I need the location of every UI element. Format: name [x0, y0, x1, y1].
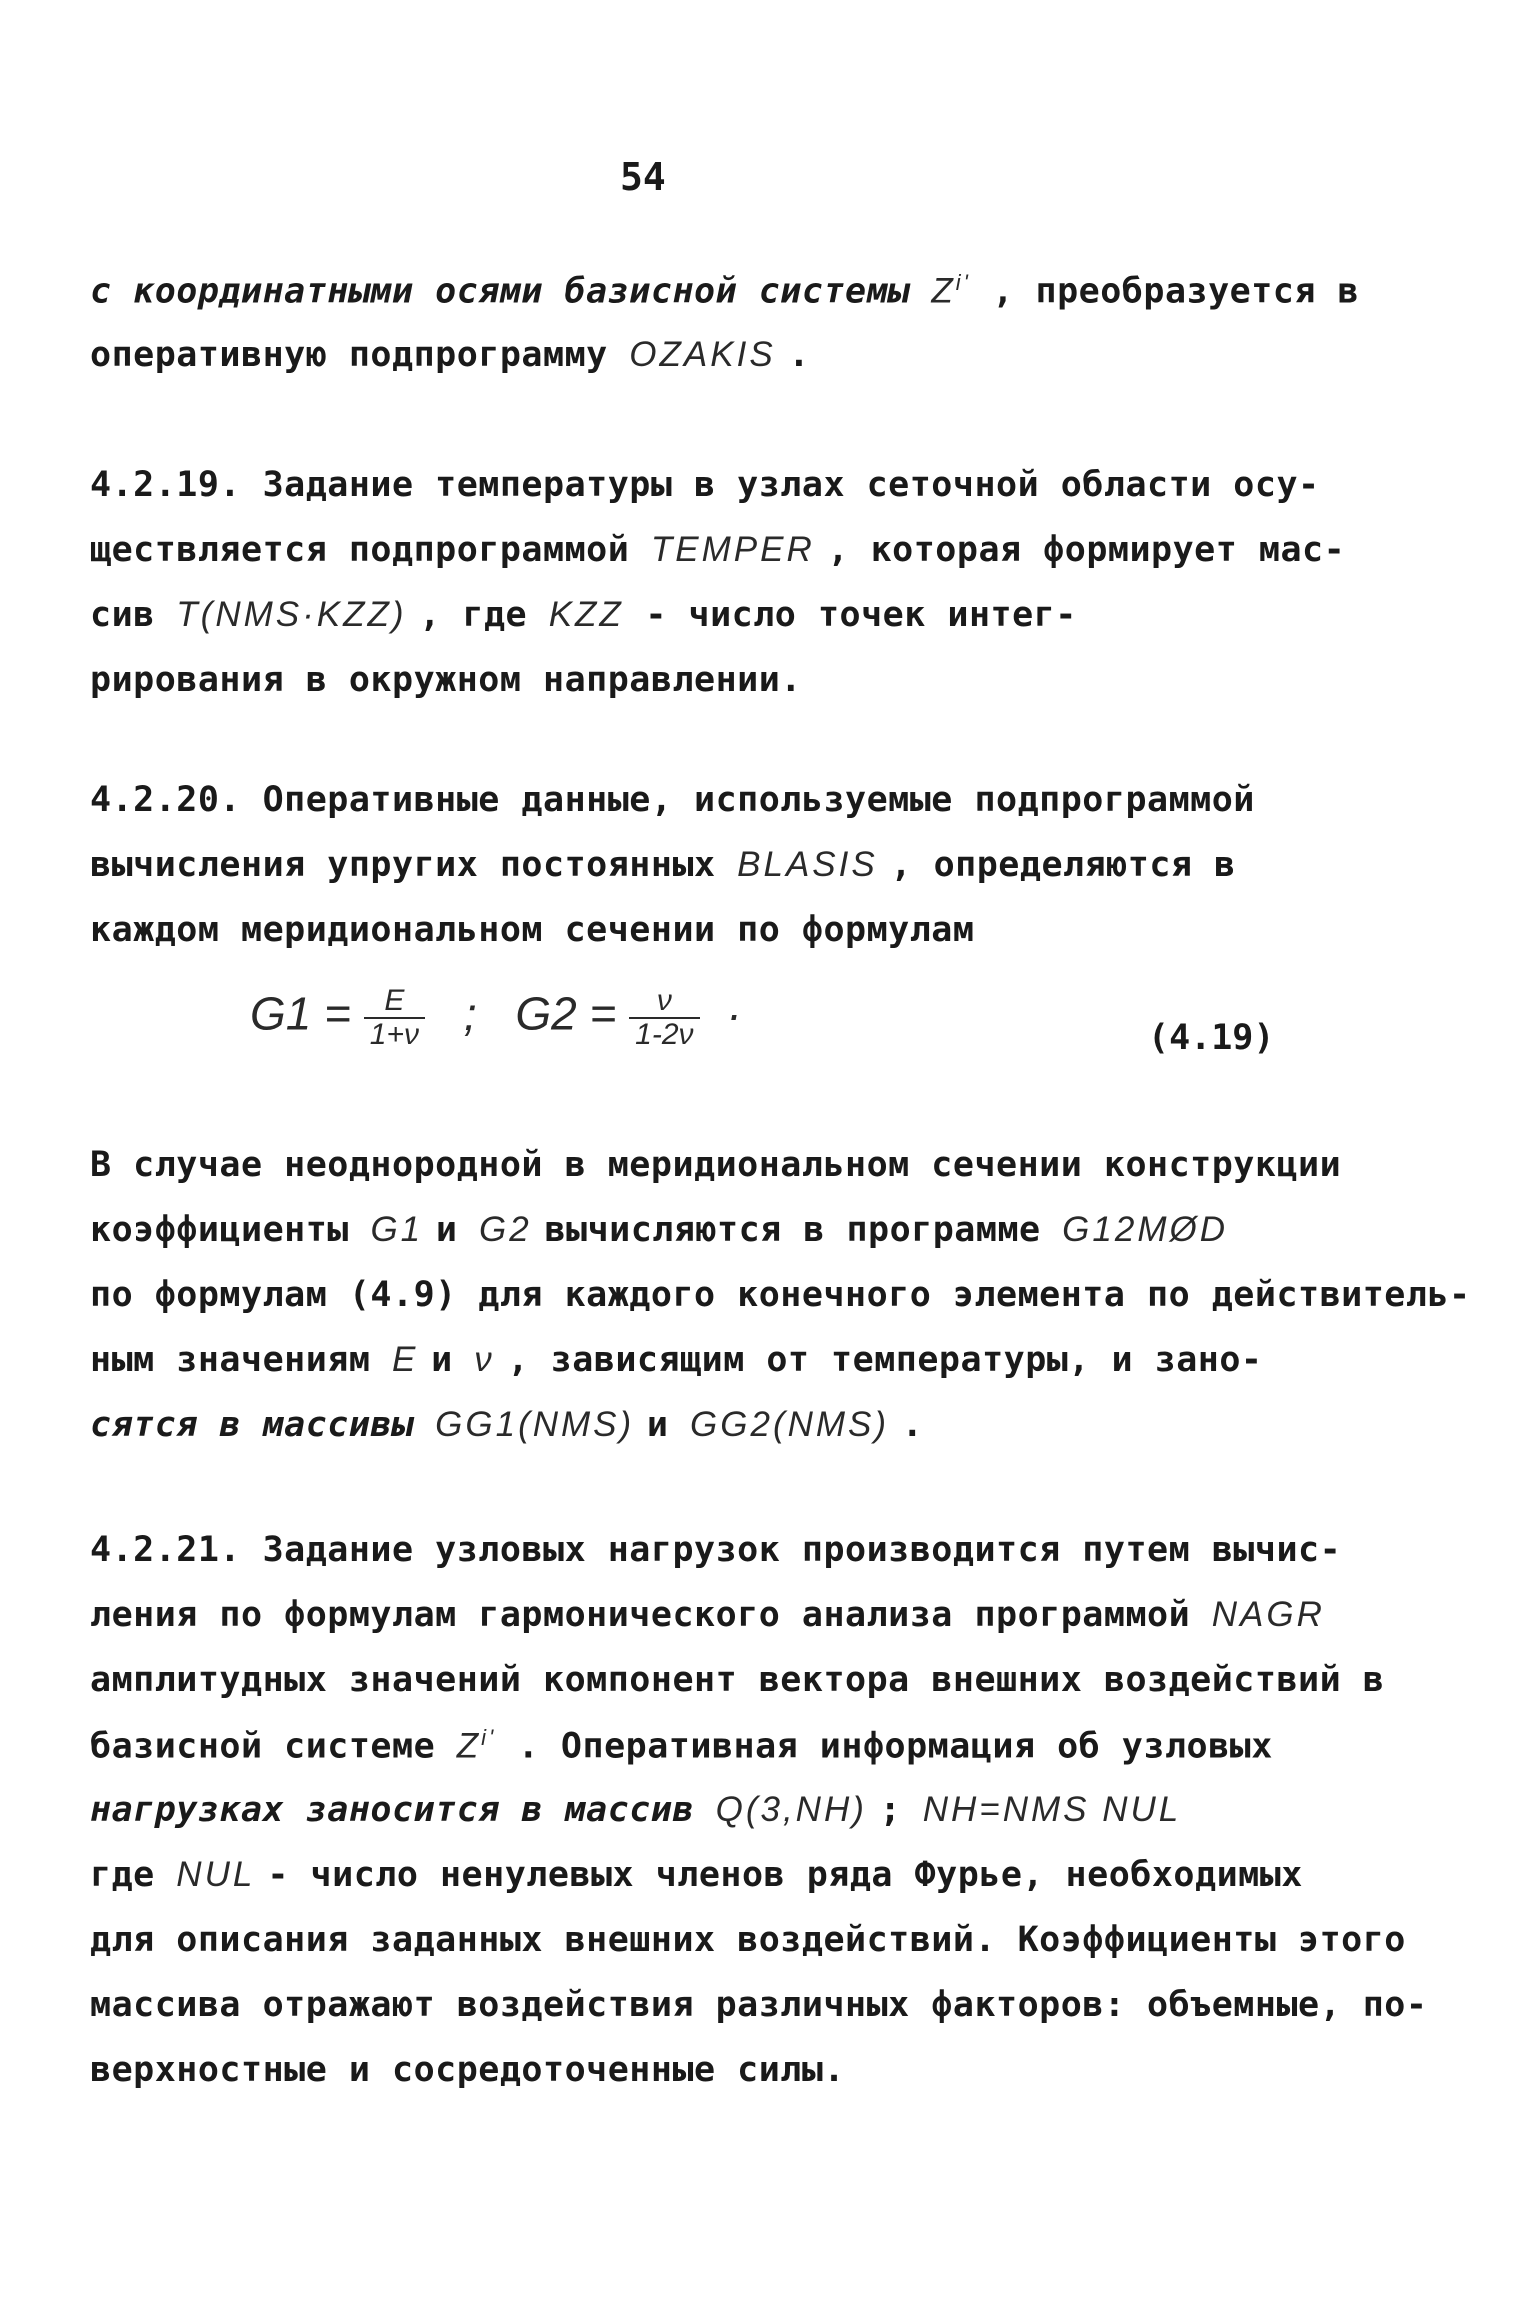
- handwritten-identifier: G2: [479, 1210, 545, 1249]
- formula-separator: ;: [463, 987, 477, 1040]
- text-segment: и: [435, 1210, 480, 1250]
- text-segment: , определяются в: [890, 845, 1236, 885]
- text-line: [90, 1855, 1303, 1895]
- superscript: i': [955, 270, 971, 295]
- handwritten-identifier: T(NMS·KZZ): [176, 595, 420, 634]
- handwritten-identifier: Q(3,NH): [715, 1790, 880, 1829]
- handwritten-identifier: Z: [931, 271, 956, 311]
- text-segment: коэффициенты: [90, 1210, 371, 1250]
- text-segment: по формулам (4.9) для каждого конечного элемента по действитель-: [90, 1275, 1471, 1315]
- handwritten-identifier: GG1(NMS): [435, 1405, 647, 1444]
- handwritten-identifier: ν: [474, 1340, 508, 1379]
- text-segment: - число точек интег-: [623, 595, 1077, 635]
- text-segment: каждом меридиональном сечении по формулам: [90, 910, 975, 950]
- text-line: [90, 530, 1345, 570]
- text-line: [90, 595, 1077, 635]
- text-line: [90, 780, 1255, 820]
- text-line: [90, 1595, 1325, 1635]
- text-segment: ления по формулам гармонического анализа программой: [90, 1595, 1212, 1635]
- equation-number: (4.19): [1148, 1018, 1275, 1058]
- text-segment: сив: [90, 595, 177, 635]
- text-line: [90, 1145, 1341, 1185]
- text-line: [90, 1725, 1273, 1767]
- text-segment: ным значениям: [90, 1340, 393, 1380]
- page-number: 54: [620, 155, 666, 199]
- formula-g2-lhs: G2 =: [515, 987, 617, 1040]
- text-segment: сятся в массивы: [90, 1405, 436, 1445]
- handwritten-identifier: G12MØD: [1062, 1210, 1228, 1249]
- formula-tail: ·: [726, 987, 742, 1040]
- text-segment: базисной системе: [90, 1726, 457, 1767]
- text-segment: амплитудных значений компонент вектора внешних воздействий в: [90, 1660, 1385, 1700]
- text-line: [90, 1920, 1406, 1960]
- handwritten-identifier: Z: [456, 1726, 482, 1766]
- text-segment: вычисляются в программе: [544, 1210, 1063, 1250]
- text-segment: нагрузках заносится в массив: [90, 1790, 716, 1830]
- text-line: [90, 465, 1320, 505]
- text-line: [90, 845, 1236, 885]
- text-segment: 4.2.20. Оперативные данные, используемые подпрограммой: [90, 780, 1255, 820]
- handwritten-identifier: NAGR: [1211, 1595, 1325, 1634]
- text-segment: вычисления упругих постоянных: [90, 845, 738, 885]
- text-segment: и: [646, 1405, 691, 1445]
- text-segment: , которая формирует мас-: [827, 530, 1346, 570]
- handwritten-identifier: GG2(NMS): [690, 1405, 902, 1444]
- text-line: [90, 335, 810, 375]
- text-segment: и: [431, 1340, 475, 1380]
- handwritten-identifier: G1: [370, 1210, 436, 1249]
- text-line: [90, 1790, 1181, 1830]
- text-line: [90, 1985, 1427, 2025]
- text-segment: .: [901, 1405, 924, 1445]
- text-segment: .: [788, 335, 810, 375]
- formula-g2-fraction: [629, 985, 699, 1050]
- handwritten-identifier: E: [392, 1340, 432, 1379]
- text-line: [90, 1210, 1228, 1250]
- text-line: [90, 1530, 1341, 1570]
- formula-g2-numerator: ν: [629, 985, 699, 1019]
- text-line: [90, 270, 1359, 312]
- formula-g1-lhs: G1 =: [250, 987, 352, 1040]
- text-segment: В случае неоднородной в меридиональном сечении конструкции: [90, 1145, 1342, 1185]
- text-segment: ;: [879, 1790, 923, 1830]
- formula-4-19: [250, 985, 742, 1050]
- text-segment: с координатными осями базисной системы: [90, 271, 932, 312]
- handwritten-identifier: NH=NMS NUL: [922, 1790, 1182, 1829]
- text-segment: для описания заданных внешних воздействий. Коэффициенты этого: [90, 1920, 1406, 1960]
- formula-g1-numerator: E: [364, 985, 425, 1019]
- text-line: [90, 1660, 1384, 1700]
- handwritten-identifier: TEMPER: [650, 530, 828, 569]
- superscript: i': [481, 1725, 497, 1750]
- formula-g1-fraction: [364, 985, 425, 1050]
- text-segment: 4.2.19. Задание температуры в узлах сеточной области осу-: [90, 465, 1320, 505]
- handwritten-identifier: BLASIS: [737, 845, 891, 884]
- handwritten-identifier: OZAKIS: [629, 335, 789, 374]
- text-segment: ществляется подпрограммой: [90, 530, 651, 570]
- text-line: [90, 2050, 845, 2090]
- text-segment: , где: [419, 595, 549, 635]
- text-segment: - число ненулевых членов ряда Фурье, необходимых: [267, 1855, 1303, 1895]
- text-line: [90, 1340, 1263, 1380]
- text-line: [90, 1405, 923, 1445]
- text-segment: где: [90, 1855, 177, 1895]
- handwritten-identifier: NUL: [176, 1855, 268, 1894]
- text-line: [90, 1275, 1471, 1315]
- handwritten-identifier: KZZ: [548, 595, 624, 634]
- text-segment: . Оперативная информация об узловых: [496, 1726, 1273, 1767]
- text-line: [90, 660, 802, 700]
- text-segment: массива отражают воздействия различных факторов: объемные, по-: [90, 1985, 1428, 2025]
- formula-g2-denominator: 1-2ν: [635, 1017, 694, 1051]
- text-segment: оперативную подпрограмму: [90, 335, 630, 375]
- text-segment: 4.2.21. Задание узловых нагрузок производится путем вычис-: [90, 1530, 1342, 1570]
- formula-g1-denominator: 1+ν: [369, 1017, 420, 1051]
- text-line: [90, 910, 974, 950]
- text-segment: верхностные и сосредоточенные силы.: [90, 2050, 846, 2090]
- text-segment: , преобразуется в: [970, 271, 1360, 312]
- text-segment: рирования в окружном направлении.: [90, 660, 802, 700]
- text-segment: , зависящим от температуры, и зано-: [507, 1340, 1263, 1380]
